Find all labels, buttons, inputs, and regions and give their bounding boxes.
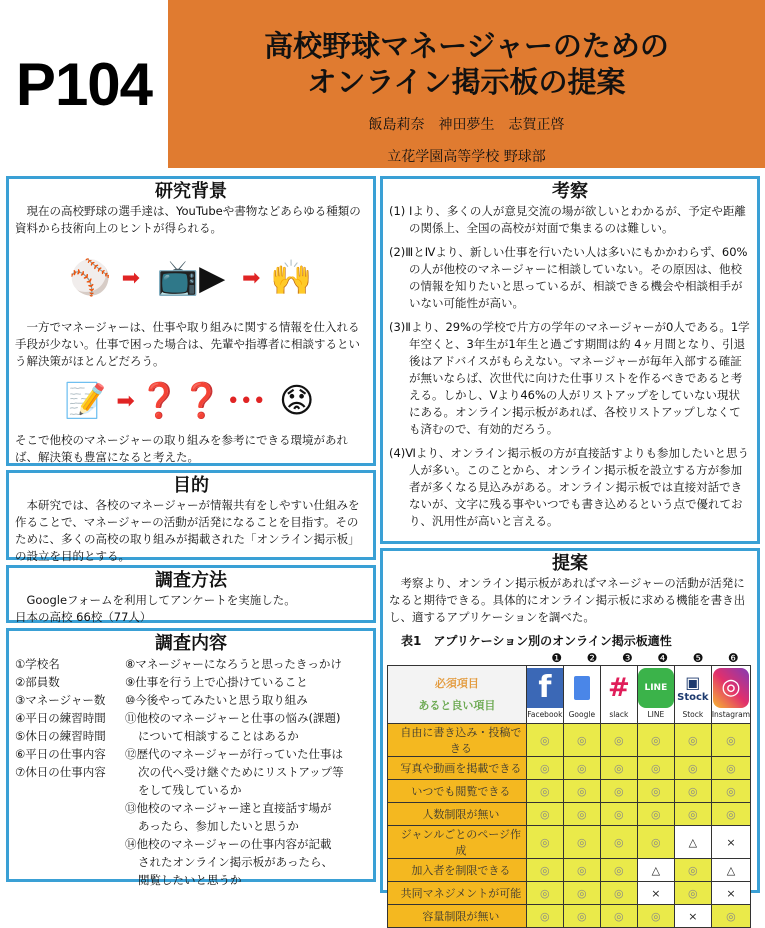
- legend-required: 必須項目: [434, 676, 479, 690]
- mark-cell: ◎: [674, 803, 711, 826]
- section-title: 目的: [173, 475, 209, 496]
- table-header-row: [388, 666, 751, 724]
- consideration-item: (4)Ⅵより、オンライン掲示板の方が直接話すよりも参加したいと思う人が多い。このことから、オンライン掲示板を設立する方が参加者が多くなる見込みがある。オンライン掲示板では直接対話できないが、文字に残る事やいつでも書き込めるという点で優れており、汎用性が高いと言える。: [389, 446, 750, 528]
- stock-logo-text: Stock: [677, 691, 709, 703]
- line-icon: LINE: [638, 668, 674, 708]
- survey-item: ②部員数: [15, 675, 60, 689]
- mark-cell: ◎: [674, 724, 711, 757]
- mark-cell: ×: [711, 826, 750, 859]
- mark-cell: ◎: [674, 780, 711, 803]
- mark-cell: △: [674, 826, 711, 859]
- batter-illustration-icon: ⚾: [69, 258, 112, 298]
- feature-label: 人数制限が無い: [388, 803, 527, 826]
- app-number: ❸: [621, 651, 633, 665]
- mark-cell: ◎: [600, 826, 637, 859]
- table-legend-cell: [388, 666, 527, 724]
- consideration-item: (3)Ⅱより、29%の学校で片方の学年のマネージャーが0人である。1学年空くと、3年生が1年生と過ごす期間は約 4ヶ月間となり、引退後はアドバイスがもらえない。マネージャーが毎年入部する確証が無いならば、次世代に向けた仕事リストを作るべきであると考える。しかし、Ⅴより46%の人がリストアップをしていない現状にある。オンライン掲示板があれば、各校リストアップしなくても済むので、有効的だろう。: [389, 320, 750, 436]
- poster-id: P104: [15, 50, 153, 118]
- happy-player-illustration-icon: 🙌: [270, 258, 313, 298]
- arrow-right-icon: ➡: [116, 388, 135, 414]
- poster-title-line2: オンライン掲示板の提案: [307, 65, 626, 99]
- section-purpose: [6, 470, 376, 563]
- mark-cell: ◎: [711, 780, 750, 803]
- survey-item: ④平日の練習時間: [15, 711, 106, 725]
- app-label: LINE: [647, 709, 665, 719]
- ellipsis-icon: •••: [226, 388, 266, 414]
- background-para2: 一方でマネージャーは、仕事や取り組みに関する情報を仕入れる手段が少ない。仕事で困った場合は、先輩や指導者に相談するという解決策がほとんどだろう。: [15, 320, 360, 368]
- section-method: [6, 565, 376, 623]
- survey-item: ⑧マネージャーになろうと思ったきっかけ: [125, 657, 342, 671]
- mark-cell: ◎: [563, 882, 600, 905]
- survey-item: ⑤休日の練習時間: [15, 729, 106, 743]
- affiliation: 立花学園高等学校 野球部: [387, 149, 546, 165]
- survey-item-continued: あったら、参加したいと思うか: [138, 819, 299, 833]
- authors: 飯島莉奈 神田夢生 志賀正啓: [368, 117, 565, 133]
- consideration-item: (2)ⅢとⅣより、新しい仕事を行いたい人は多いにもかかわらず、60%の人が他校のマネージャーに相談していない。その原因は、他校の情報を知りたいと思っているが、相談できる機会や相談相手がいない可能性が高い。: [389, 245, 748, 310]
- table-row: [388, 803, 751, 826]
- survey-item: ③マネージャー数: [15, 693, 106, 707]
- purpose-text: 本研究では、各校のマネージャーが情報共有をしやすい仕組みを作ることで、マネージャーの活動が活発になることを目指す。そのために、多くの高校の取り組みが掲載された「オンライン掲示板」の設立を目的とする。: [15, 498, 360, 563]
- mark-cell: ◎: [674, 859, 711, 882]
- mark-cell: ◎: [526, 826, 563, 859]
- survey-item: ⑦休日の仕事内容: [15, 765, 106, 779]
- proposal-text: 考察より、オンライン掲示板があればマネージャーの活動が活発になると期待できる。具体的にオンライン掲示板に求める機能を書き出し、適するアプリケーションを調べた。: [389, 576, 746, 624]
- mark-cell: ◎: [711, 757, 750, 780]
- illustration-players: [15, 237, 367, 319]
- survey-item-continued: 閲覧したいと思うか: [138, 873, 242, 887]
- section-survey: [6, 628, 376, 887]
- mark-cell: ◎: [637, 803, 674, 826]
- app-label: Stock: [682, 709, 704, 719]
- app-number: ❺: [692, 651, 704, 665]
- mark-cell: ◎: [563, 757, 600, 780]
- app-header-facebook: [526, 666, 563, 724]
- stock-icon: ▣ Stock: [675, 668, 711, 708]
- worried-student-illustration-icon: 📝: [64, 381, 107, 421]
- poster-title-line1: 高校野球マネージャーのための: [264, 29, 669, 63]
- table-row: [388, 826, 751, 859]
- mark-cell: △: [637, 859, 674, 882]
- app-header-line: [637, 666, 674, 724]
- mark-cell: ◎: [600, 803, 637, 826]
- mark-cell: △: [711, 859, 750, 882]
- mark-cell: ◎: [600, 757, 637, 780]
- survey-item: ⑫歴代のマネージャーが行っていた仕事は: [125, 747, 344, 761]
- coach-video-illustration-icon: 📺▶: [156, 258, 226, 298]
- mark-cell: ◎: [526, 724, 563, 757]
- table-row: [388, 882, 751, 905]
- google-docs-icon: [564, 668, 600, 708]
- feature-label: ジャンルごとのページ作成: [388, 826, 527, 859]
- mark-cell: ×: [674, 905, 711, 928]
- survey-item: ⑬他校のマネージャー達と直接話す場が: [125, 801, 332, 815]
- survey-item: ⑥平日の仕事内容: [15, 747, 106, 761]
- survey-item-continued: をして残しているか: [138, 783, 242, 797]
- instagram-icon: ◎: [713, 668, 749, 708]
- mark-cell: ◎: [600, 780, 637, 803]
- arrow-right-icon: ➡: [242, 265, 261, 291]
- survey-item-continued: について相談することはあるか: [138, 729, 299, 743]
- background-para3: そこで他校のマネージャーの取り組みを参考にできる環境があれば、解決策も豊富になると考えた。: [15, 433, 349, 464]
- app-number: ❷: [586, 651, 598, 665]
- app-number-row: [539, 651, 751, 665]
- legend-nice-to-have: あると良い項目: [418, 698, 496, 712]
- consideration-item: (1) Ⅰより、多くの人が意見交流の場が欲しいとわかるが、予定や距離の関係上、全国の高校が対面で集まるのは難しい。: [389, 204, 746, 235]
- mark-cell: ◎: [526, 905, 563, 928]
- confused-consult-illustration-icon: ❓❓: [138, 381, 224, 421]
- app-label: slack: [609, 709, 629, 719]
- mark-cell: ◎: [637, 826, 674, 859]
- mark-cell: ◎: [637, 905, 674, 928]
- survey-item-continued: 次の代へ受け継ぐためにリストアップ等: [138, 765, 344, 779]
- mark-cell: ◎: [711, 803, 750, 826]
- illustration-manager: [15, 370, 367, 432]
- app-header-google: [563, 666, 600, 724]
- feature-label: 共同マネジメントが可能: [388, 882, 527, 905]
- arrow-right-icon: ➡: [121, 265, 140, 291]
- mark-cell: ◎: [674, 757, 711, 780]
- app-header-stock: [674, 666, 711, 724]
- survey-item: ⑭他校のマネージャーの仕事内容が記載: [125, 837, 332, 851]
- section-consideration: [380, 176, 760, 544]
- title-block: [168, 0, 765, 168]
- mark-cell: ◎: [600, 905, 637, 928]
- poster-header: [0, 0, 765, 168]
- troubled-girl-illustration-icon: 😟: [278, 381, 315, 421]
- survey-item-continued: されたオンライン掲示板があったら、: [138, 855, 334, 869]
- app-number: ❹: [657, 651, 669, 665]
- survey-item: ⑩今後やってみたいと思う取り組み: [125, 693, 308, 707]
- mark-cell: ◎: [526, 757, 563, 780]
- table-caption: 表1 アプリケーション別のオンライン掲示板適性: [401, 634, 672, 648]
- survey-col1: [15, 655, 125, 889]
- mark-cell: ◎: [600, 859, 637, 882]
- mark-cell: ◎: [711, 724, 750, 757]
- mark-cell: ◎: [637, 780, 674, 803]
- app-number: ❻: [727, 651, 739, 665]
- survey-items: [15, 655, 367, 889]
- feature-label: 加入者を制限できる: [388, 859, 527, 882]
- mark-cell: ×: [711, 882, 750, 905]
- mark-cell: ◎: [563, 905, 600, 928]
- method-line1: Googleフォームを利用してアンケートを実施した。: [26, 593, 296, 607]
- mark-cell: ◎: [674, 882, 711, 905]
- method-line2: 日本の高校 66校（77人）: [15, 610, 152, 624]
- table-row: [388, 757, 751, 780]
- survey-item: ①学校名: [15, 657, 60, 671]
- mark-cell: ◎: [526, 882, 563, 905]
- mark-cell: ◎: [637, 724, 674, 757]
- mark-cell: ◎: [526, 803, 563, 826]
- app-header-slack: [600, 666, 637, 724]
- section-title: 調査内容: [155, 633, 227, 654]
- mark-cell: ◎: [600, 882, 637, 905]
- mark-cell: ◎: [711, 905, 750, 928]
- mark-cell: ◎: [637, 757, 674, 780]
- facebook-icon: f: [527, 668, 563, 708]
- section-title: 提案: [552, 553, 588, 574]
- table-row: [388, 724, 751, 757]
- mark-cell: ◎: [600, 724, 637, 757]
- section-proposal: [380, 548, 760, 923]
- slack-icon: #: [601, 668, 637, 708]
- survey-item: ⑨仕事を行う上で心掛けていること: [125, 675, 308, 689]
- feature-label: 自由に書き込み・投稿できる: [388, 724, 527, 757]
- table-row: [388, 859, 751, 882]
- app-header-instagram: [711, 666, 750, 724]
- table-row: [388, 780, 751, 803]
- section-title: 考察: [552, 181, 588, 202]
- mark-cell: ◎: [526, 780, 563, 803]
- app-number: ❶: [551, 651, 563, 665]
- section-title: 調査方法: [155, 570, 227, 591]
- section-background: [6, 176, 376, 466]
- section-title: 研究背景: [155, 181, 227, 202]
- mark-cell: ◎: [563, 780, 600, 803]
- app-suitability-table: [387, 665, 751, 928]
- app-label: Facebook: [527, 709, 563, 719]
- feature-label: 写真や動画を掲載できる: [388, 757, 527, 780]
- app-label: Google: [568, 709, 596, 719]
- feature-label: いつでも閲覧できる: [388, 780, 527, 803]
- mark-cell: ×: [637, 882, 674, 905]
- feature-label: 容量制限が無い: [388, 905, 527, 928]
- background-para1: 現在の高校野球の選手達は、YouTubeや書物などあらゆる種類の資料から技術向上のヒントが得られる。: [15, 204, 361, 235]
- mark-cell: ◎: [563, 803, 600, 826]
- mark-cell: ◎: [563, 826, 600, 859]
- survey-item: ⑪他校のマネージャーと仕事の悩み(課題): [125, 711, 341, 725]
- mark-cell: ◎: [526, 859, 563, 882]
- survey-col2: [125, 655, 367, 889]
- mark-cell: ◎: [563, 724, 600, 757]
- app-label: Instagram: [711, 709, 750, 719]
- mark-cell: ◎: [563, 859, 600, 882]
- table-row: [388, 905, 751, 928]
